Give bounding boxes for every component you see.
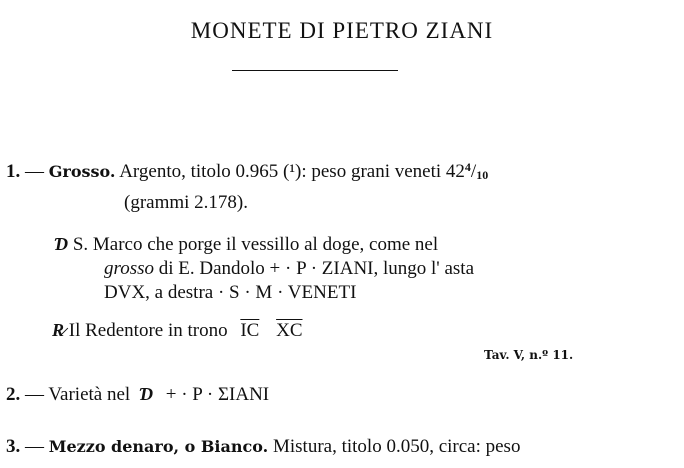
item-2-obverse-symbol-icon: Ɗ <box>138 384 153 404</box>
item-3-number: 3. <box>6 436 21 457</box>
page-title: MONETE DI PIETRO ZIANI <box>190 18 494 43</box>
item-1-line-2: (grammi 2.178). <box>124 192 249 213</box>
item-1-frac-slash: / <box>470 161 477 182</box>
item-3-line <box>6 436 520 458</box>
item-1-obverse-line-1 <box>54 234 438 256</box>
item-2-text-before: Varietà nel <box>48 384 131 405</box>
item-1-obverse-text-1: S. Marco che porge il vessillo al doge, come nel <box>72 234 439 255</box>
item-1-monogram-ic: $\overline{IC}$ <box>240 320 260 341</box>
reverse-symbol-icon: R̷ <box>52 320 65 340</box>
item-1-number: 1. <box>6 161 21 182</box>
item-1-line-1 <box>6 160 488 183</box>
item-1-reverse-line <box>52 320 303 342</box>
item-2-text-after: + · P · ΣIANI <box>165 384 270 405</box>
item-3-name: Mezzo denaro, o Bianco. <box>48 437 269 456</box>
item-1-obverse-line-2 <box>104 258 474 280</box>
item-1-monogram-xc: $\overline{XC}$ <box>276 320 303 341</box>
item-2-line <box>6 384 269 406</box>
item-1-obverse-text-2: di E. Dandolo + · P · ZIANI, lungo l' asta <box>158 258 475 279</box>
item-1-frac-den: 10 <box>476 168 489 182</box>
item-3-dash: — <box>25 436 44 457</box>
item-1-description: Argento, titolo 0.965 (¹): peso grani veneti 42 <box>119 161 465 182</box>
item-1-frac-num: 4 <box>464 160 471 174</box>
obverse-symbol-icon: Ɗ <box>54 234 69 254</box>
item-3-description: Mistura, titolo 0.050, circa: peso <box>272 436 521 457</box>
item-1-plate-reference: Tav. V, n.º 11. <box>484 348 574 362</box>
item-2-dash: — <box>25 384 44 405</box>
item-1-reverse-text: Il Redentore in trono <box>68 320 228 341</box>
item-2-number: 2. <box>6 384 21 405</box>
item-1-obverse-italic: grosso <box>104 258 154 279</box>
title-rule <box>232 70 398 71</box>
item-1-name: Grosso. <box>48 162 116 181</box>
item-1-obverse-line-3: DVX, a destra · S · M · VENETI <box>104 282 357 303</box>
item-1-dash: — <box>25 161 44 182</box>
